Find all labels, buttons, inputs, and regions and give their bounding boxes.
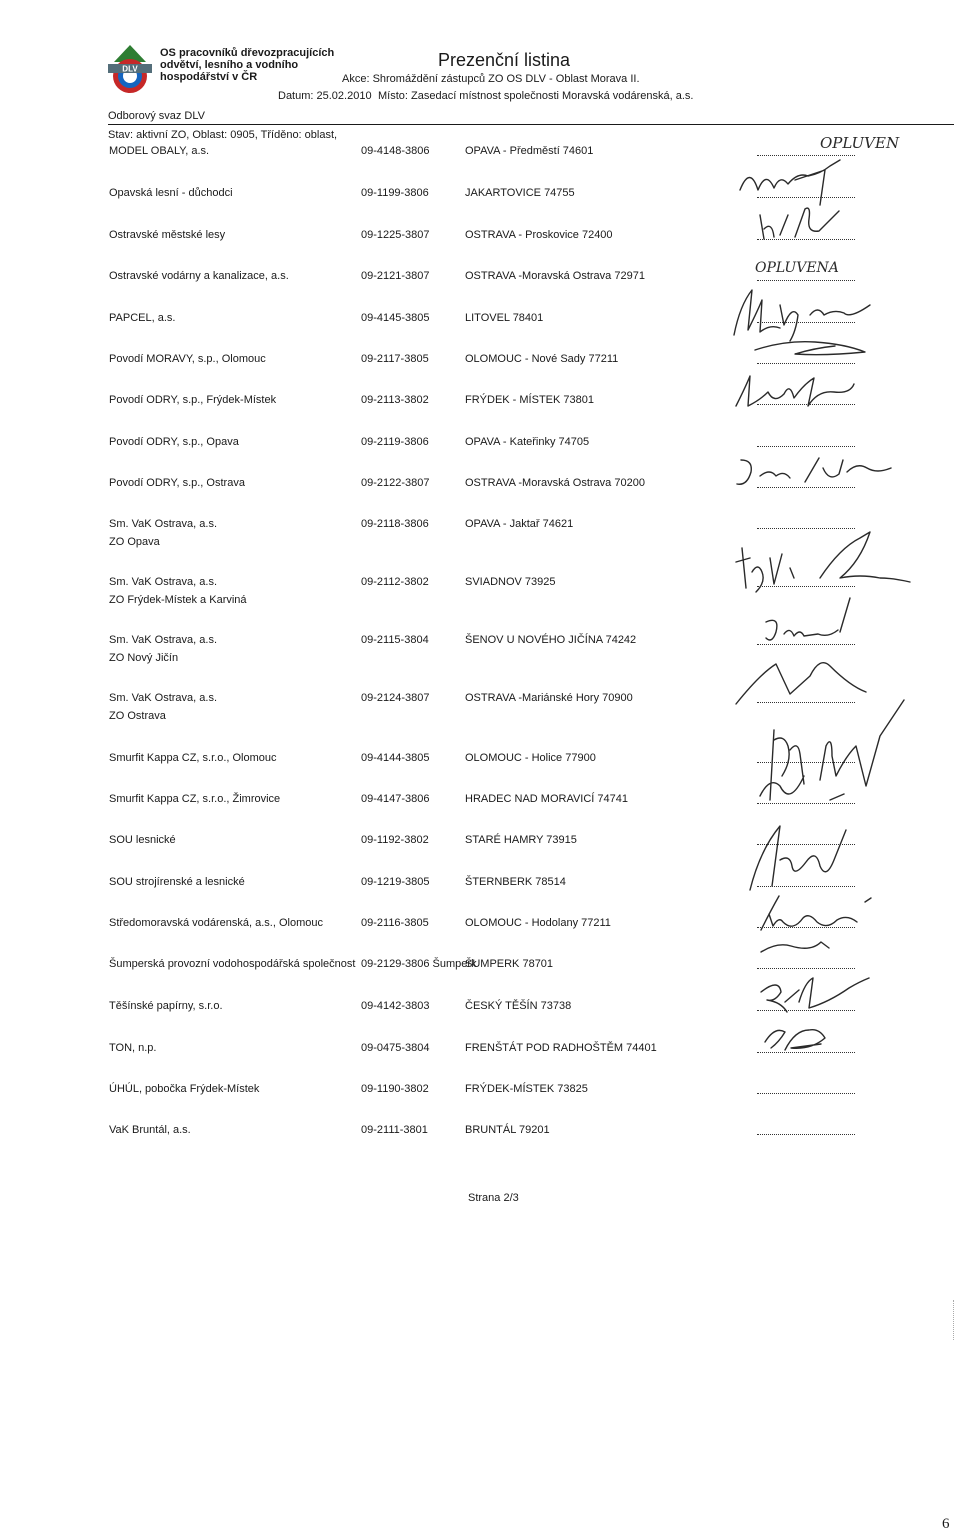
organization-code: 09-2111-3801 [361,1124,428,1136]
organization-name: Sm. VaK Ostrava, a.s. [109,518,217,530]
organization-location: STARÉ HAMRY 73915 [465,834,577,846]
organization-location: OPAVA - Předměstí 74601 [465,145,594,157]
org-name-line-1: OS pracovníků dřevozpracujících [160,47,335,59]
organization-code: 09-1219-3805 [361,876,430,888]
svg-text:OPLUVEN: OPLUVEN [820,134,900,152]
org-name-line-3: hospodářství v ČR [160,71,258,83]
organization-code: 09-2112-3802 [361,576,429,588]
organization-code: 09-2113-3802 [361,394,429,406]
organization-location: OLOMOUC - Holice 77900 [465,752,596,764]
svg-text:DLV: DLV [122,64,138,74]
signature-line [757,445,855,447]
organization-location: ČESKÝ TĚŠÍN 73738 [465,1000,572,1012]
organization-code: 09-1192-3802 [361,834,429,846]
organization-code: 09-4144-3805 [361,752,430,764]
signature-row-17 [755,890,895,940]
organization-name: Opavská lesní - důchodci [109,187,233,199]
signature-row-0 [820,130,910,154]
signature-row-11 [760,592,860,652]
organization-code: 09-4145-3805 [361,312,430,324]
organization-subunit: ZO Ostrava [109,710,166,722]
organization-name: Těšínské papírny, s.r.o. [109,1000,223,1012]
organization-location: OPAVA - Kateřinky 74705 [465,436,590,448]
org-name-line-2: odvětví, lesního a vodního [160,59,299,71]
organization-location: JAKARTOVICE 74755 [465,187,575,199]
organization-code: 09-2117-3805 [361,353,429,365]
organization-location: OLOMOUC - Hodolany 77211 [465,917,611,929]
organization-code: 09-1190-3802 [361,1083,429,1095]
organization-name: PAPCEL, a.s. [109,312,176,324]
signature-row-1 [735,160,875,210]
organization-code: 09-2122-3807 [361,477,430,489]
organization-name: Ostravské městské lesy [109,229,226,241]
organization-name: VaK Bruntál, a.s. [109,1124,191,1136]
org-name [160,47,334,83]
page-label: Strana 2/3 [468,1192,519,1204]
organization-name: SOU strojírenské a lesnické [109,876,245,888]
organization-code: 09-2124-3807 [361,692,430,704]
organization-location: HRADEC NAD MORAVICÍ 74741 [465,793,629,805]
dlv-logo [104,44,156,96]
organization-location: LITOVEL 78401 [465,312,544,324]
signature-line [757,1133,855,1135]
svg-text:OPLUVENA: OPLUVENA [755,260,839,276]
organization-location: ŠENOV U NOVÉHO JIČÍNA 74242 [465,634,637,646]
table-row [0,1122,960,1154]
organization-location: ŠUMPERK 78701 [465,958,554,970]
signature-line [757,154,855,156]
organization-code: 09-0475-3804 [361,1042,430,1054]
organization-name: MODEL OBALY, a.s. [109,145,210,157]
organization-location: OPAVA - Jaktař 74621 [465,518,574,530]
page-number: 6 [942,1516,950,1532]
organization-subunit: ZO Nový Jičín [109,652,179,664]
organization-name: TON, n.p. [109,1042,157,1054]
organization-name: Povodí ODRY, s.p., Ostrava [109,477,245,489]
organization-code: 09-1225-3807 [361,229,430,241]
signature-row-15-16 [730,820,870,895]
organization-name: Ostravské vodárny a kanalizace, a.s. [109,270,289,282]
organization-name: Povodí MORAVY, s.p., Olomouc [109,353,266,365]
organization-location: FRÝDEK - MÍSTEK 73801 [465,394,594,406]
table-row [0,1081,960,1113]
organization-name: Sm. VaK Ostrava, a.s. [109,692,217,704]
organization-location: OSTRAVA -Mariánské Hory 70900 [465,692,633,704]
organization-code: 09-2116-3805 [361,917,429,929]
signature-row-8 [735,452,905,492]
union-name: Odborový svaz DLV [108,110,206,122]
organization-name: Šumperská provozní vodohospodářská společnost [109,958,356,970]
organization-code: 09-2115-3804 [361,634,429,646]
organization-code: 09-2119-3806 [361,436,429,448]
organization-code: 09-4142-3803 [361,1000,430,1012]
signature-line [757,362,855,364]
signature-row-6 [730,372,880,412]
document-title: Prezenční listina [438,50,571,70]
signature-row-3 [755,252,885,280]
organization-location: FRENŠTÁT POD RADHOŠTĚM 74401 [465,1042,657,1054]
organization-subunit: ZO Frýdek-Místek a Karviná [109,594,247,606]
filter-line: Stav: aktivní ZO, Oblast: 0905, Tříděno: oblast, [108,129,338,141]
organization-name: Povodí ODRY, s.p., Opava [109,436,239,448]
signature-row-5 [745,332,885,360]
organization-name: Sm. VaK Ostrava, a.s. [109,576,217,588]
organization-location: ŠTERNBERK 78514 [465,876,566,888]
organization-location: SVIADNOV 73925 [465,576,556,588]
organization-name: Středomoravská vodárenská, a.s., Olomouc [109,917,323,929]
organization-location: OSTRAVA - Proskovice 72400 [465,229,613,241]
signature-row-10 [730,528,910,598]
organization-code: 09-4148-3806 [361,145,430,157]
date-line: Datum: 25.02.2010 [278,90,372,102]
signature-line [757,1092,855,1094]
organization-name: Smurfit Kappa CZ, s.r.o., Olomouc [109,752,277,764]
scan-edge-mark [953,1300,956,1340]
signature-row-18 [755,940,855,964]
organization-location: OSTRAVA -Moravská Ostrava 72971 [465,270,645,282]
signature-line [757,967,855,969]
organization-name: SOU lesnické [109,834,176,846]
organization-subunit: ZO Opava [109,536,160,548]
signature-row-2 [750,205,880,245]
header-divider [108,124,954,125]
organization-name: ÚHÚL, pobočka Frýdek-Místek [109,1083,260,1095]
organization-name: Smurfit Kappa CZ, s.r.o., Žimrovice [109,793,281,805]
organization-location: FRÝDEK-MÍSTEK 73825 [465,1083,588,1095]
organization-code: 09-2118-3806 [361,518,429,530]
organization-code: 09-2129-3806 Šumperk [361,958,477,970]
signature-row-20 [755,1022,855,1058]
organization-code: 09-4147-3806 [361,793,430,805]
organization-location: OLOMOUC - Nové Sady 77211 [465,353,619,365]
organization-name: Povodí ODRY, s.p., Frýdek-Místek [109,394,277,406]
organization-code: 09-1199-3806 [361,187,429,199]
venue-line: Místo: Zasedací místnost společnosti Moravská vodárenská, a.s. [378,90,694,102]
organization-code: 09-2121-3807 [361,270,430,282]
signature-row-19 [755,972,895,1022]
signature-row-13-14 [730,700,905,820]
event-line: Akce: Shromáždění zástupců ZO OS DLV - Oblast Morava II. [342,73,640,85]
organization-location: BRUNTÁL 79201 [465,1124,550,1136]
organization-location: OSTRAVA -Moravská Ostrava 70200 [465,477,645,489]
organization-name: Sm. VaK Ostrava, a.s. [109,634,217,646]
